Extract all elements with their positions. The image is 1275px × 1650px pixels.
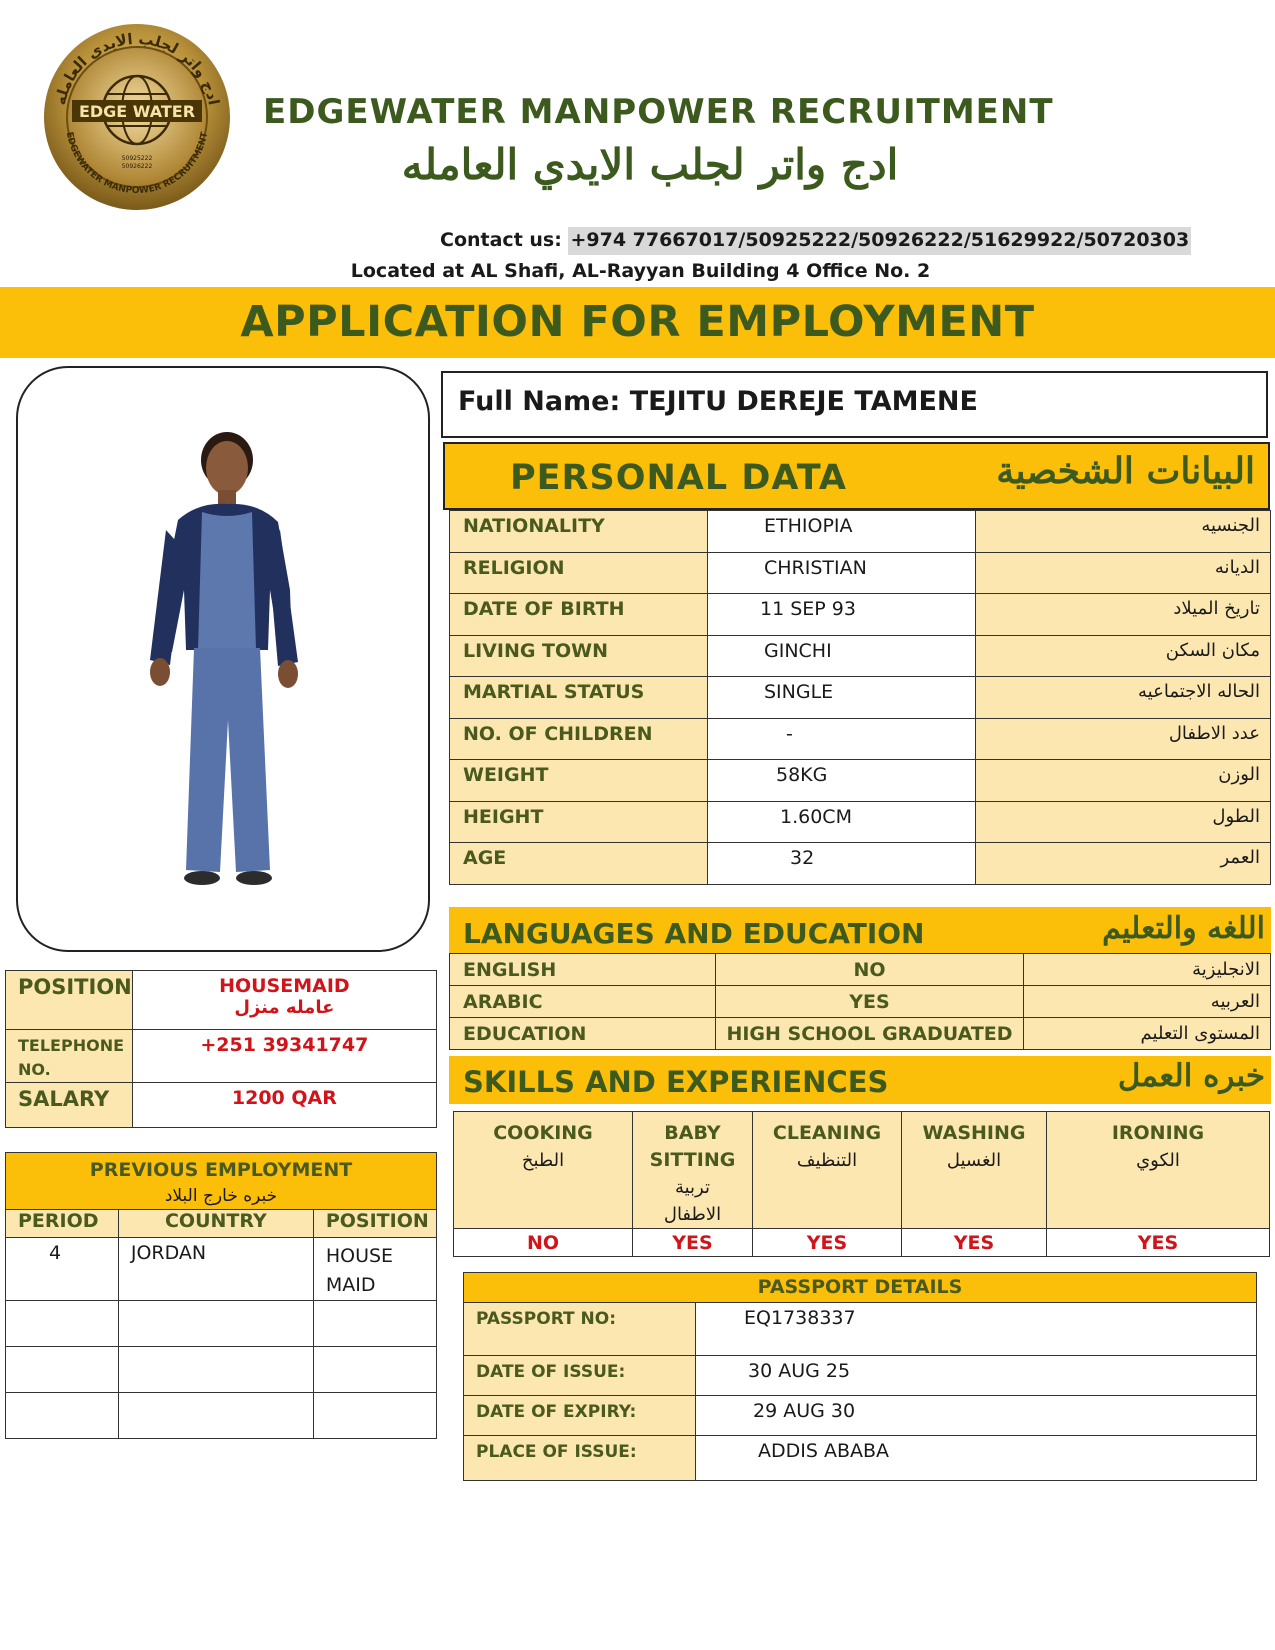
row-value: 32 bbox=[708, 843, 976, 885]
row-value: CHRISTIAN bbox=[708, 552, 976, 594]
row-label: RELIGION bbox=[450, 552, 708, 594]
table-row bbox=[450, 801, 1271, 843]
prev-columns bbox=[6, 1210, 437, 1238]
telephone-label: TELEPHONE NO. bbox=[6, 1030, 133, 1083]
row-label: PLACE OF ISSUE: bbox=[464, 1436, 696, 1481]
row-label-ar: الطول bbox=[976, 801, 1271, 843]
application-title: APPLICATION FOR EMPLOYMENT bbox=[240, 297, 1035, 347]
row-label: WEIGHT bbox=[450, 760, 708, 802]
skills-header-row bbox=[454, 1112, 1270, 1229]
passport-table bbox=[463, 1272, 1257, 1481]
row-value: HIGH SCHOOL GRADUATED bbox=[716, 1018, 1024, 1050]
prev-country: JORDAN bbox=[118, 1238, 313, 1301]
table-row bbox=[6, 1238, 437, 1301]
skills-value-row bbox=[454, 1229, 1270, 1257]
row-label: LIVING TOWN bbox=[450, 635, 708, 677]
row-label: ENGLISH bbox=[450, 954, 716, 986]
company-logo bbox=[42, 22, 232, 212]
row-label: NATIONALITY bbox=[450, 511, 708, 553]
row-label: DATE OF BIRTH bbox=[450, 594, 708, 636]
location-text: Located at AL Shafi, AL-Rayyan Building 4 Office No. 2 bbox=[350, 260, 931, 282]
table-row bbox=[450, 760, 1271, 802]
row-value: 58KG bbox=[708, 760, 976, 802]
row-value: YES bbox=[716, 986, 1024, 1018]
row-value: 30 AUG 25 bbox=[696, 1356, 1257, 1396]
table-row bbox=[450, 843, 1271, 885]
row-label-ar: تاريخ الميلاد bbox=[976, 594, 1271, 636]
full-name-value: TEJITU DEREJE TAMENE bbox=[629, 386, 978, 417]
languages-title-ar: اللغه والتعليم bbox=[1102, 911, 1265, 946]
table-row bbox=[464, 1396, 1257, 1436]
row-label-ar: الانجليزية bbox=[1024, 954, 1271, 986]
row-value: - bbox=[708, 718, 976, 760]
row-label-ar: مكان السكن bbox=[976, 635, 1271, 677]
row-value: 11 SEP 93 bbox=[708, 594, 976, 636]
table-row bbox=[450, 954, 1271, 986]
candidate-photo bbox=[120, 420, 320, 930]
languages-table bbox=[449, 953, 1271, 1050]
skill-name: IRONING bbox=[1111, 1122, 1205, 1144]
company-name-ar: ادج واتر لجلب الايدي العامله bbox=[401, 140, 899, 189]
row-label: NO. OF CHILDREN bbox=[450, 718, 708, 760]
row-label-ar: المستوى التعليم bbox=[1024, 1018, 1271, 1050]
row-label: DATE OF ISSUE: bbox=[464, 1356, 696, 1396]
row-label-ar: الديانه bbox=[976, 552, 1271, 594]
row-label-ar: الجنسيه bbox=[976, 511, 1271, 553]
row-label: MARTIAL STATUS bbox=[450, 677, 708, 719]
prev-title bbox=[6, 1153, 437, 1210]
full-name-label: Full Name: bbox=[458, 386, 621, 417]
salary-value: 1200 QAR bbox=[132, 1083, 436, 1128]
skill-cell bbox=[902, 1112, 1047, 1229]
skill-name: CLEANING bbox=[772, 1122, 882, 1144]
contact-numbers: +974 77667017/50925222/50926222/51629922/50720303 bbox=[568, 227, 1191, 255]
skill-value: YES bbox=[902, 1229, 1047, 1257]
skill-cell bbox=[1047, 1112, 1270, 1229]
row-label: AGE bbox=[450, 843, 708, 885]
table-row bbox=[450, 677, 1271, 719]
skill-name-ar: الطبخ bbox=[521, 1150, 565, 1171]
table-row bbox=[6, 971, 437, 1030]
logo-brand: EDGE WATER bbox=[78, 102, 196, 121]
full-name bbox=[458, 386, 978, 417]
row-value: ADDIS ABABA bbox=[696, 1436, 1257, 1481]
telephone-value: +251 39341747 bbox=[132, 1030, 436, 1083]
position-en: HOUSEMAID bbox=[219, 975, 350, 997]
skill-name-ar: التنظيف bbox=[796, 1150, 858, 1171]
skills-title-ar: خبره العمل bbox=[1117, 1058, 1265, 1094]
row-value: SINGLE bbox=[708, 677, 976, 719]
personal-data-title-ar: البيانات الشخصية bbox=[996, 450, 1255, 492]
row-value: NO bbox=[716, 954, 1024, 986]
previous-employment-table bbox=[5, 1152, 437, 1439]
table-row bbox=[450, 511, 1271, 553]
logo-ring-text: ادج واتر لجلب الايدي العامله bbox=[51, 29, 223, 107]
languages-title-en: LANGUAGES AND EDUCATION bbox=[463, 917, 925, 950]
table-row bbox=[450, 986, 1271, 1018]
prev-period: 4 bbox=[6, 1238, 119, 1301]
logo-bottom-text: EDGEWATER MANPOWER RECRUITMENT bbox=[63, 131, 211, 197]
table-row bbox=[6, 1347, 437, 1393]
prev-position: HOUSE MAID bbox=[313, 1238, 436, 1301]
passport-title: PASSPORT DETAILS bbox=[464, 1273, 1257, 1303]
position-table bbox=[5, 970, 437, 1128]
table-row bbox=[464, 1356, 1257, 1396]
table-row bbox=[6, 1030, 437, 1083]
row-value: ETHIOPIA bbox=[708, 511, 976, 553]
table-row bbox=[6, 1301, 437, 1347]
skill-name-ar: الغسيل bbox=[946, 1150, 1002, 1171]
company-name-en: EDGEWATER MANPOWER RECRUITMENT bbox=[263, 92, 1054, 132]
table-row bbox=[464, 1303, 1257, 1356]
prev-title-row bbox=[6, 1153, 437, 1210]
row-value: EQ1738337 bbox=[696, 1303, 1257, 1356]
skills-title-en: SKILLS AND EXPERIENCES bbox=[463, 1065, 889, 1099]
skill-value: YES bbox=[753, 1229, 902, 1257]
table-row bbox=[450, 1018, 1271, 1050]
skill-name: WASHING bbox=[922, 1122, 1026, 1144]
skill-name-ar: الكوي bbox=[1136, 1150, 1180, 1171]
table-row bbox=[450, 635, 1271, 677]
svg-text:50926222: 50926222 bbox=[121, 163, 153, 170]
row-value: 29 AUG 30 bbox=[696, 1396, 1257, 1436]
row-value: 1.60CM bbox=[708, 801, 976, 843]
row-label-ar: عدد الاطفال bbox=[976, 718, 1271, 760]
position-ar: عامله منزل bbox=[234, 997, 335, 1018]
row-label: EDUCATION bbox=[450, 1018, 716, 1050]
skill-value: NO bbox=[454, 1229, 633, 1257]
col-position: POSITION bbox=[313, 1210, 436, 1238]
table-row bbox=[6, 1393, 437, 1439]
skill-name-ar: تربية الاطفال bbox=[663, 1177, 722, 1225]
position-label: POSITION bbox=[6, 971, 133, 1030]
personal-data-title-en: PERSONAL DATA bbox=[510, 458, 848, 498]
location-line bbox=[0, 260, 1275, 282]
skill-name: BABY SITTING bbox=[649, 1122, 736, 1171]
col-period: PERIOD bbox=[6, 1210, 119, 1238]
skill-value: YES bbox=[1047, 1229, 1270, 1257]
row-label-ar: الوزن bbox=[976, 760, 1271, 802]
position-value bbox=[132, 971, 436, 1030]
skill-name: COOKING bbox=[493, 1122, 593, 1144]
skill-cell bbox=[454, 1112, 633, 1229]
table-row bbox=[6, 1083, 437, 1128]
skills-table bbox=[453, 1111, 1270, 1257]
contact-line bbox=[440, 229, 1191, 251]
skill-cell bbox=[633, 1112, 753, 1229]
table-row bbox=[450, 594, 1271, 636]
contact-label: Contact us: bbox=[440, 229, 562, 251]
row-label: ARABIC bbox=[450, 986, 716, 1018]
prev-title-en: PREVIOUS EMPLOYMENT bbox=[89, 1159, 353, 1181]
prev-title-ar: خبره خارج البلاد bbox=[164, 1186, 278, 1206]
row-label-ar: الحاله الاجتماعيه bbox=[976, 677, 1271, 719]
row-label: DATE OF EXPIRY: bbox=[464, 1396, 696, 1436]
row-label: HEIGHT bbox=[450, 801, 708, 843]
row-value: GINCHI bbox=[708, 635, 976, 677]
personal-data-table bbox=[449, 510, 1271, 885]
skill-cell bbox=[753, 1112, 902, 1229]
passport-title-row bbox=[464, 1273, 1257, 1303]
row-label-ar: العمر bbox=[976, 843, 1271, 885]
col-country: COUNTRY bbox=[118, 1210, 313, 1238]
skill-value: YES bbox=[633, 1229, 753, 1257]
table-row bbox=[450, 718, 1271, 760]
row-label: PASSPORT NO: bbox=[464, 1303, 696, 1356]
row-label-ar: العربيه bbox=[1024, 986, 1271, 1018]
table-row bbox=[464, 1436, 1257, 1481]
svg-text:50925222: 50925222 bbox=[121, 155, 153, 162]
salary-label: SALARY bbox=[6, 1083, 133, 1128]
table-row bbox=[450, 552, 1271, 594]
